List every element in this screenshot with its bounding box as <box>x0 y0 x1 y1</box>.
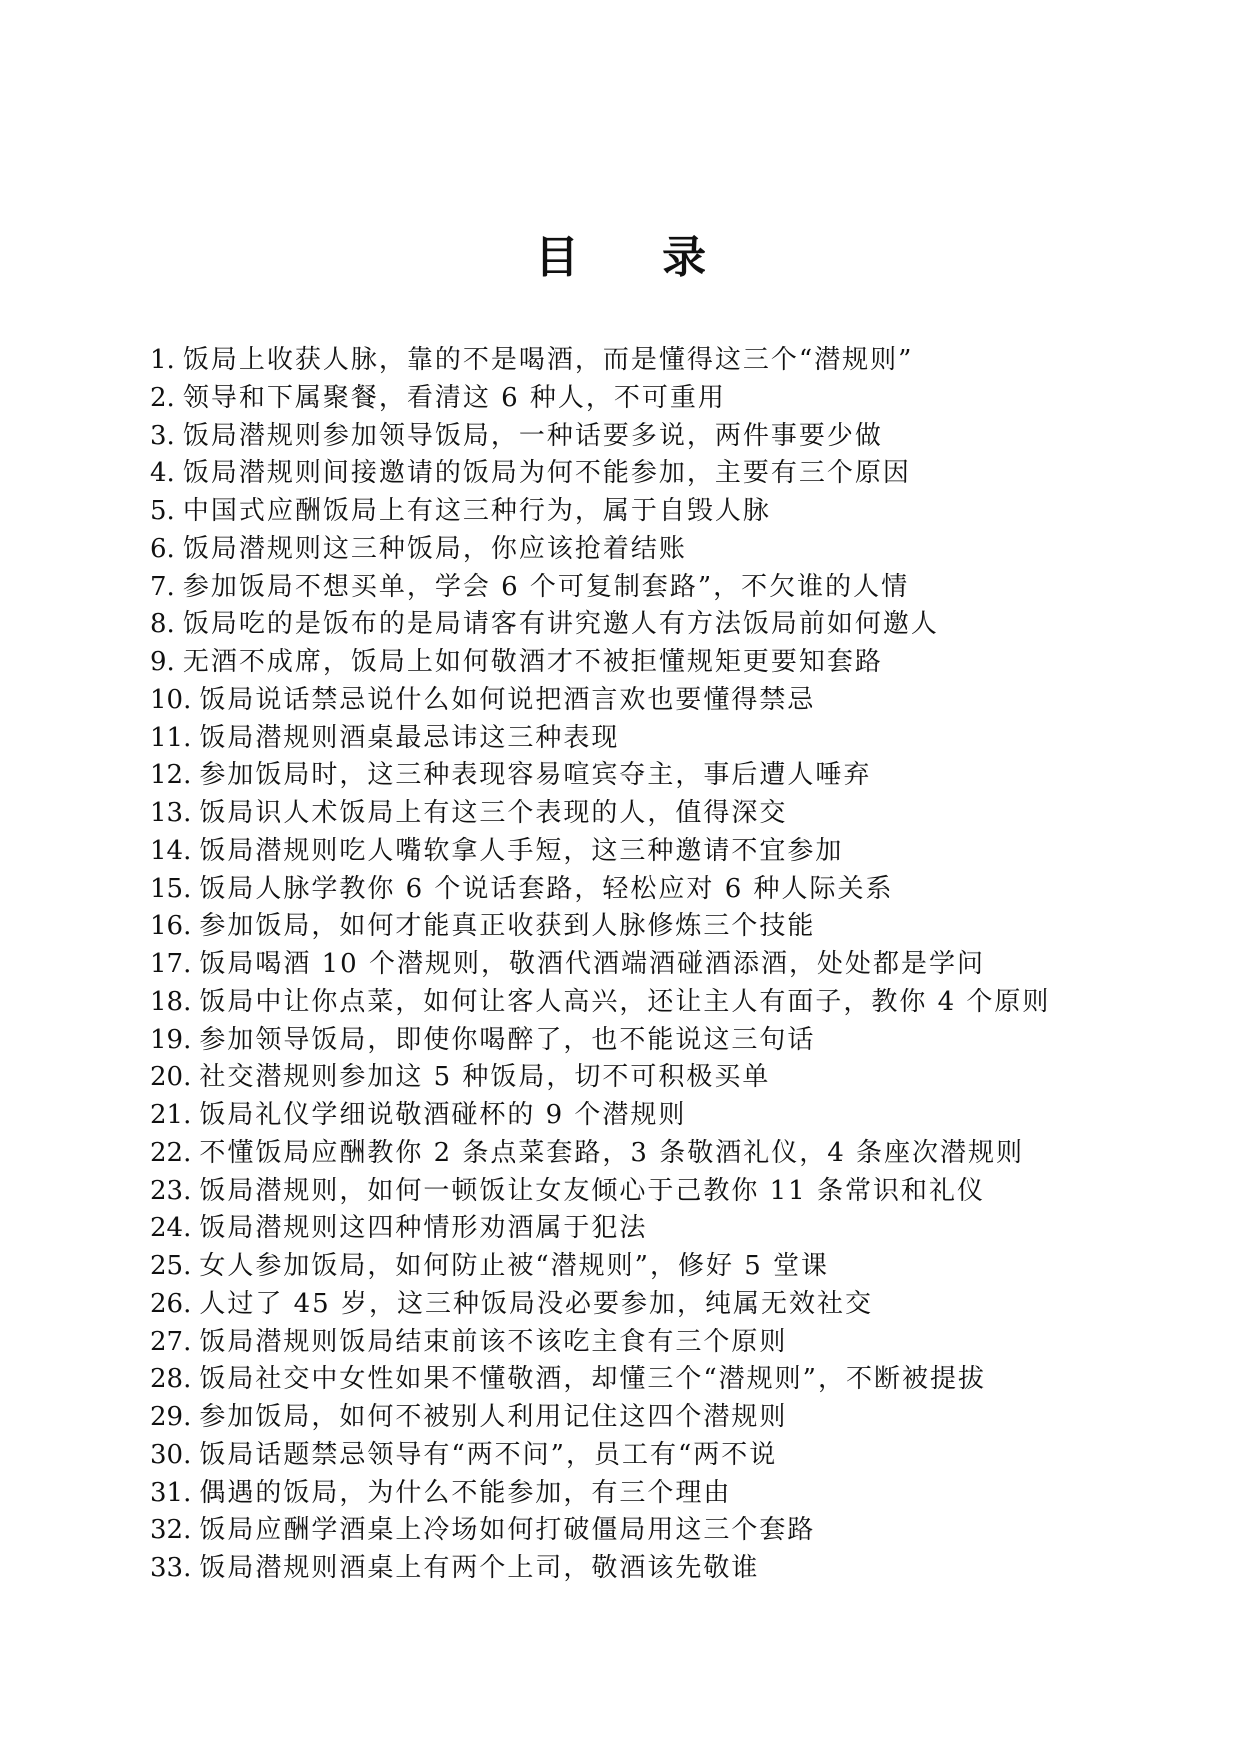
toc-entry-text: 饭局潜规则间接邀请的饭局为何不能参加，主要有三个原因 <box>182 458 911 489</box>
toc-entry <box>150 1248 1210 1286</box>
toc-entry-number: 29. <box>150 1402 192 1432</box>
toc-entry-number: 20. <box>150 1062 192 1093</box>
toc-entry <box>150 833 1210 871</box>
toc-entry-number: 26. <box>150 1288 192 1319</box>
toc-entry-number: 16. <box>150 911 192 942</box>
toc-entry-text: 社交潜规则参加这 5 种饭局，切不可积极买单 <box>199 1062 771 1093</box>
toc-entry <box>150 1437 1210 1475</box>
toc-entry <box>150 1550 1210 1588</box>
toc-entry-number: 14. <box>150 835 192 866</box>
toc-entry <box>150 682 1210 720</box>
toc-entry-text: 中国式应酬饭局上有这三种行为，属于自毁人脉 <box>182 496 771 526</box>
toc-entry-number: 4. <box>150 458 175 489</box>
toc-entry-number: 21. <box>150 1100 192 1130</box>
toc-entry <box>150 1324 1210 1362</box>
toc-entry-number: 9. <box>150 647 175 677</box>
toc-entry-number: 3. <box>150 420 175 451</box>
toc-entry-number: 27. <box>150 1326 192 1357</box>
toc-entry-number: 31. <box>150 1477 192 1508</box>
toc-entry-number: 6. <box>150 533 175 564</box>
toc-entry-number: 24. <box>150 1213 192 1244</box>
toc-title: 目 录 <box>534 232 741 283</box>
toc-entry-text: 饭局社交中女性如果不懂敬酒，却懂三个“潜规则”，不断被提拔 <box>199 1364 986 1395</box>
toc-entry-text: 饭局潜规则酒桌上有两个上司，敬酒该先敬谁 <box>199 1553 760 1583</box>
toc-entry-number: 10. <box>150 684 192 715</box>
toc-entry <box>150 1097 1210 1135</box>
toc-entry-text: 饭局人脉学教你 6 个说话套路，轻松应对 6 种人际关系 <box>199 873 894 904</box>
toc-entry-text: 饭局上收获人脉，靠的不是喝酒，而是懂得这三个“潜规则” <box>182 345 914 375</box>
toc-entry-number: 13. <box>150 798 192 828</box>
toc-entry-text: 饭局潜规则酒桌最忌讳这三种表现 <box>199 722 620 753</box>
toc-entry <box>150 493 1210 531</box>
toc-entry-text: 偶遇的饭局，为什么不能参加，有三个理由 <box>199 1477 732 1508</box>
toc-entry-text: 饭局应酬学酒桌上冷场如何打破僵局用这三个套路 <box>199 1515 816 1546</box>
toc-entry <box>150 1135 1210 1173</box>
toc-entry-number: 1. <box>150 345 175 375</box>
toc-entry-text: 饭局潜规则饭局结束前该不该吃主食有三个原则 <box>199 1326 788 1357</box>
toc-entry <box>150 1399 1210 1437</box>
toc-entry-number: 23. <box>150 1175 192 1206</box>
toc-entry <box>150 946 1210 984</box>
toc-entry-text: 人过了 45 岁，这三种饭局没必要参加，纯属无效社交 <box>199 1288 873 1319</box>
toc-entry <box>150 908 1210 946</box>
toc-entry <box>150 1210 1210 1248</box>
toc-entry-number: 8. <box>150 609 175 640</box>
toc-entry-number: 17. <box>150 949 192 979</box>
toc-entry-text: 参加饭局不想买单，学会 6 个可复制套路”，不欠谁的人情 <box>182 571 910 602</box>
toc-entry-text: 领导和下属聚餐，看清这 6 种人，不可重用 <box>182 382 726 413</box>
toc-entry-text: 饭局说话禁忌说什么如何说把酒言欢也要懂得禁忌 <box>199 684 816 715</box>
toc-entry-text: 女人参加饭局，如何防止被“潜规则”，修好 5 堂课 <box>199 1251 830 1281</box>
toc-entry-number: 22. <box>150 1137 192 1168</box>
toc-entry-number: 30. <box>150 1439 192 1470</box>
toc-entry-text: 饭局潜规则这四种情形劝酒属于犯法 <box>199 1213 648 1244</box>
toc-entry-text: 饭局礼仪学细说敬酒碰杯的 9 个潜规则 <box>199 1100 687 1130</box>
toc-entry-number: 19. <box>150 1024 192 1055</box>
toc-entry <box>150 1059 1210 1097</box>
toc-entry <box>150 795 1210 833</box>
toc-entry-number: 5. <box>150 496 175 526</box>
toc-entry-text: 饭局潜规则，如何一顿饭让女友倾心于己教你 11 条常识和礼仪 <box>199 1175 985 1206</box>
toc-entry-number: 15. <box>150 873 192 904</box>
toc-entry <box>150 644 1210 682</box>
toc-entry-number: 11. <box>150 722 192 753</box>
toc-entry <box>150 418 1210 456</box>
toc-entry-text: 饭局话题禁忌领导有“两不问”，员工有“两不说 <box>199 1439 778 1470</box>
toc-entry-number: 25. <box>150 1251 192 1281</box>
toc-entry-text: 参加饭局时，这三种表现容易喧宾夺主，事后遭人唾弃 <box>199 760 872 791</box>
toc-entry-text: 饭局喝酒 10 个潜规则，敬酒代酒端酒碰酒添酒，处处都是学问 <box>199 949 985 979</box>
toc-entry-text: 饭局中让你点菜，如何让客人高兴，还让主人有面子，教你 4 个原则 <box>199 986 1051 1017</box>
toc-entry-number: 7. <box>150 571 175 602</box>
toc-entry-text: 参加饭局，如何不被别人利用记住这四个潜规则 <box>199 1402 788 1432</box>
table-of-contents <box>150 342 1210 1588</box>
toc-entry-text: 参加领导饭局，即使你喝醉了，也不能说这三句话 <box>199 1024 816 1055</box>
toc-entry-text: 饭局潜规则这三种饭局，你应该抢着结账 <box>182 533 687 564</box>
toc-entry-number: 28. <box>150 1364 192 1395</box>
toc-entry <box>150 455 1210 493</box>
toc-entry-text: 无酒不成席，饭局上如何敬酒才不被拒懂规矩更要知套路 <box>182 647 883 677</box>
toc-entry-text: 饭局吃的是饭布的是局请客有讲究邀人有方法饭局前如何邀人 <box>182 609 939 640</box>
toc-entry <box>150 1022 1210 1060</box>
toc-entry <box>150 531 1210 569</box>
toc-entry <box>150 569 1210 607</box>
toc-entry <box>150 606 1210 644</box>
toc-entry-text: 饭局潜规则吃人嘴软拿人手短，这三种邀请不宜参加 <box>199 835 844 866</box>
toc-entry-text: 参加饭局，如何才能真正收获到人脉修炼三个技能 <box>199 911 816 942</box>
toc-entry <box>150 380 1210 418</box>
toc-entry-text: 饭局识人术饭局上有这三个表现的人，值得深交 <box>199 798 788 828</box>
toc-entry <box>150 1361 1210 1399</box>
toc-entry-number: 32. <box>150 1515 192 1546</box>
toc-entry-number: 33. <box>150 1553 192 1583</box>
toc-entry <box>150 984 1210 1022</box>
toc-entry <box>150 342 1210 380</box>
toc-entry <box>150 1173 1210 1211</box>
toc-entry <box>150 1286 1210 1324</box>
toc-entry <box>150 1512 1210 1550</box>
toc-entry-text: 不懂饭局应酬教你 2 条点菜套路，3 条敬酒礼仪，4 条座次潜规则 <box>199 1137 1025 1168</box>
toc-entry-number: 2. <box>150 382 175 413</box>
toc-entry <box>150 757 1210 795</box>
toc-entry-number: 18. <box>150 986 192 1017</box>
toc-entry-number: 12. <box>150 760 192 791</box>
toc-entry <box>150 720 1210 758</box>
toc-entry <box>150 871 1210 909</box>
toc-entry <box>150 1475 1210 1513</box>
toc-entry-text: 饭局潜规则参加领导饭局，一种话要多说，两件事要少做 <box>182 420 883 451</box>
